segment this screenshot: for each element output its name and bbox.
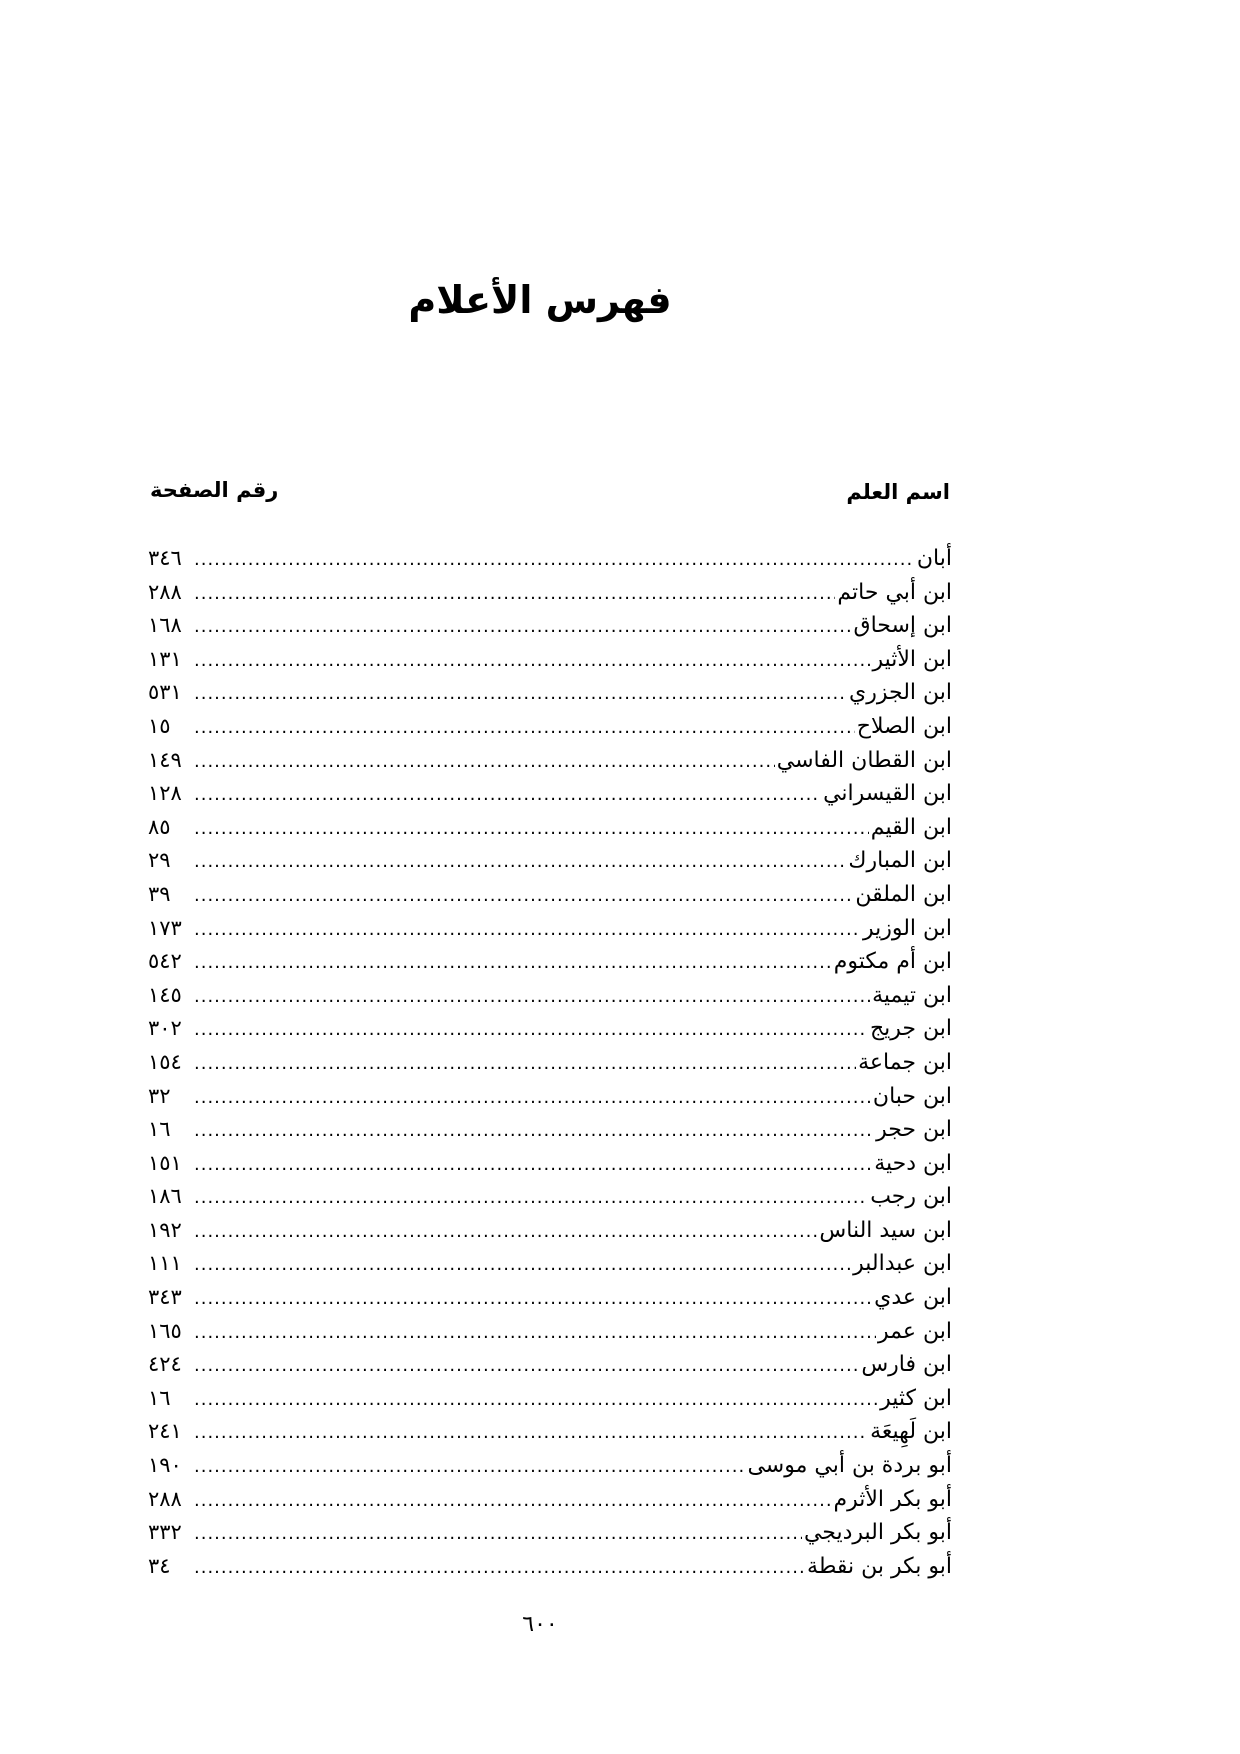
dot-leader	[194, 946, 832, 980]
dot-leader	[194, 778, 821, 812]
column-header-page: رقم الصفحة	[150, 478, 279, 502]
entry-page-number: ٣٩	[148, 881, 171, 906]
entry-page-number: ١٥٤	[148, 1049, 182, 1074]
entry-name: ابن حجر	[876, 1117, 952, 1143]
dot-leader	[194, 711, 855, 745]
dot-leader	[194, 745, 775, 779]
dot-leader	[194, 1215, 817, 1249]
entry-page-number: ٣٤٦	[148, 546, 182, 570]
entry-name: ابن الصلاح	[856, 713, 952, 739]
entry-page-number: ١٥١	[148, 1150, 182, 1175]
index-entry	[148, 1483, 952, 1517]
entry-page-number: ٢٨٨	[148, 579, 182, 604]
entry-page-number: ١٤٥	[148, 982, 182, 1007]
entry-page-number: ١٣١	[148, 646, 182, 671]
entry-name: ابن الجزري	[849, 680, 952, 706]
dot-leader	[194, 1349, 859, 1383]
dot-leader	[194, 1148, 872, 1182]
index-entry	[148, 1281, 952, 1315]
dot-leader	[194, 543, 915, 577]
index-entry	[148, 1550, 952, 1584]
index-entry	[148, 777, 952, 811]
index-entry	[148, 1348, 952, 1382]
entry-name: أبان	[916, 546, 952, 571]
index-entry	[148, 710, 952, 744]
index-entry	[148, 1046, 952, 1080]
dot-leader	[194, 677, 847, 711]
entry-name: ابن القيم	[870, 814, 952, 840]
entry-page-number: ١٩٠	[148, 1453, 182, 1478]
index-entry	[148, 1180, 952, 1214]
index-entry	[148, 1147, 952, 1181]
entry-page-number: ٢٤١	[148, 1419, 182, 1444]
index-entry	[148, 609, 952, 643]
index-entry	[148, 945, 952, 979]
entry-page-number: ١٧٣	[148, 915, 182, 940]
entry-name: ابن جريج	[869, 1016, 952, 1042]
entry-name: ابن دحية	[874, 1150, 952, 1176]
index-entry	[148, 676, 952, 710]
entry-name: ابن عبدالبر	[853, 1251, 952, 1277]
entry-name: ابن حبان	[872, 1083, 952, 1109]
entry-name: ابن لَهِيعَة	[870, 1419, 952, 1445]
entry-name: أبو بكر الأثرم	[833, 1486, 952, 1512]
entry-page-number: ١٩٢	[148, 1217, 182, 1242]
entry-page-number: ١٥	[148, 713, 171, 738]
dot-leader	[194, 1181, 868, 1215]
entry-name: ابن سيد الناس	[819, 1217, 952, 1243]
entry-page-number: ٥٣١	[148, 680, 182, 705]
entry-name: ابن عمر	[878, 1318, 952, 1344]
dot-leader	[194, 1114, 874, 1148]
dot-leader	[194, 1316, 876, 1350]
dot-leader	[194, 1383, 878, 1417]
index-entry	[148, 576, 952, 610]
entry-name: ابن جماعة	[858, 1049, 952, 1075]
index-entry	[148, 1449, 952, 1483]
entry-name: ابن تيمية	[872, 982, 952, 1008]
index-entry	[148, 1516, 952, 1550]
index-entry	[148, 1214, 952, 1248]
entry-name: أبو بكر البرديجي	[803, 1520, 952, 1546]
entry-name: ابن المبارك	[848, 848, 952, 874]
entry-name: ابن القيسراني	[823, 781, 952, 807]
entry-page-number: ١٦٨	[148, 613, 182, 638]
dot-leader	[194, 913, 861, 947]
dot-leader	[194, 1517, 802, 1551]
dot-leader	[194, 1081, 871, 1115]
dot-leader	[194, 845, 846, 879]
entry-page-number: ١٨٦	[148, 1184, 182, 1209]
entry-page-number: ٣٣٢	[148, 1520, 182, 1545]
entry-page-number: ١٦٥	[148, 1318, 182, 1343]
index-entry	[148, 844, 952, 878]
dot-leader	[194, 1551, 805, 1585]
dot-leader	[194, 610, 852, 644]
index-entry	[148, 912, 952, 946]
index-entry	[148, 878, 952, 912]
index-entry	[148, 1113, 952, 1147]
index-list	[148, 542, 952, 1583]
entry-page-number: ٨٥	[148, 814, 171, 839]
entry-name: ابن أم مكتوم	[833, 949, 952, 975]
index-entry	[148, 979, 952, 1013]
dot-leader	[194, 812, 869, 846]
entry-page-number: ١٦	[148, 1385, 171, 1410]
index-entry	[148, 1382, 952, 1416]
entry-name: ابن الملقن	[855, 881, 952, 907]
dot-leader	[194, 1484, 831, 1518]
entry-name: ابن إسحاق	[853, 613, 952, 639]
dot-leader	[194, 1450, 745, 1484]
dot-leader	[194, 879, 853, 913]
entry-page-number: ٣٤٣	[148, 1285, 182, 1310]
entry-page-number: ٣٠٢	[148, 1016, 182, 1041]
entry-name: ابن أبي حاتم	[837, 579, 952, 605]
page-number: ٦٠٠	[522, 1612, 558, 1637]
entry-name: ابن فارس	[861, 1352, 952, 1378]
index-entry	[148, 1247, 952, 1281]
index-entry	[148, 1415, 952, 1449]
entry-name: أبو بردة بن أبي موسى	[747, 1453, 952, 1479]
page-title: فهرس الأعلام	[408, 278, 672, 322]
entry-page-number: ١١١	[148, 1251, 182, 1276]
dot-leader	[194, 1047, 856, 1081]
dot-leader	[194, 1248, 851, 1282]
entry-name: ابن رجب	[870, 1184, 952, 1210]
entry-page-number: ٥٤٢	[148, 949, 182, 974]
entry-name: أبو بكر بن نقطة	[807, 1553, 952, 1579]
entry-name: ابن عدي	[874, 1285, 952, 1311]
dot-leader	[194, 1282, 872, 1316]
entry-name: ابن الوزير	[862, 915, 952, 941]
index-entry	[148, 744, 952, 778]
entry-page-number: ١٦	[148, 1117, 171, 1142]
index-entry	[148, 1012, 952, 1046]
dot-leader	[194, 577, 835, 611]
entry-name: ابن الأثير	[872, 646, 952, 672]
index-entry	[148, 542, 952, 576]
dot-leader	[194, 1013, 868, 1047]
entry-page-number: ٣٤	[148, 1553, 171, 1578]
entry-page-number: ١٢٨	[148, 781, 182, 806]
entry-name: ابن القطان الفاسي	[776, 747, 952, 773]
index-entry	[148, 811, 952, 845]
entry-page-number: ١٤٩	[148, 747, 182, 772]
entry-page-number: ٤٢٤	[148, 1352, 182, 1377]
index-entry	[148, 1315, 952, 1349]
dot-leader	[194, 1416, 868, 1450]
entry-name: ابن كثير	[880, 1385, 952, 1411]
index-entry	[148, 643, 952, 677]
dot-leader	[194, 980, 870, 1014]
entry-page-number: ٣٢	[148, 1083, 171, 1108]
entry-page-number: ٢٨٨	[148, 1486, 182, 1511]
entry-page-number: ٢٩	[148, 848, 171, 873]
index-entry	[148, 1080, 952, 1114]
column-header-name: اسم العلم	[846, 480, 950, 504]
dot-leader	[194, 644, 870, 678]
